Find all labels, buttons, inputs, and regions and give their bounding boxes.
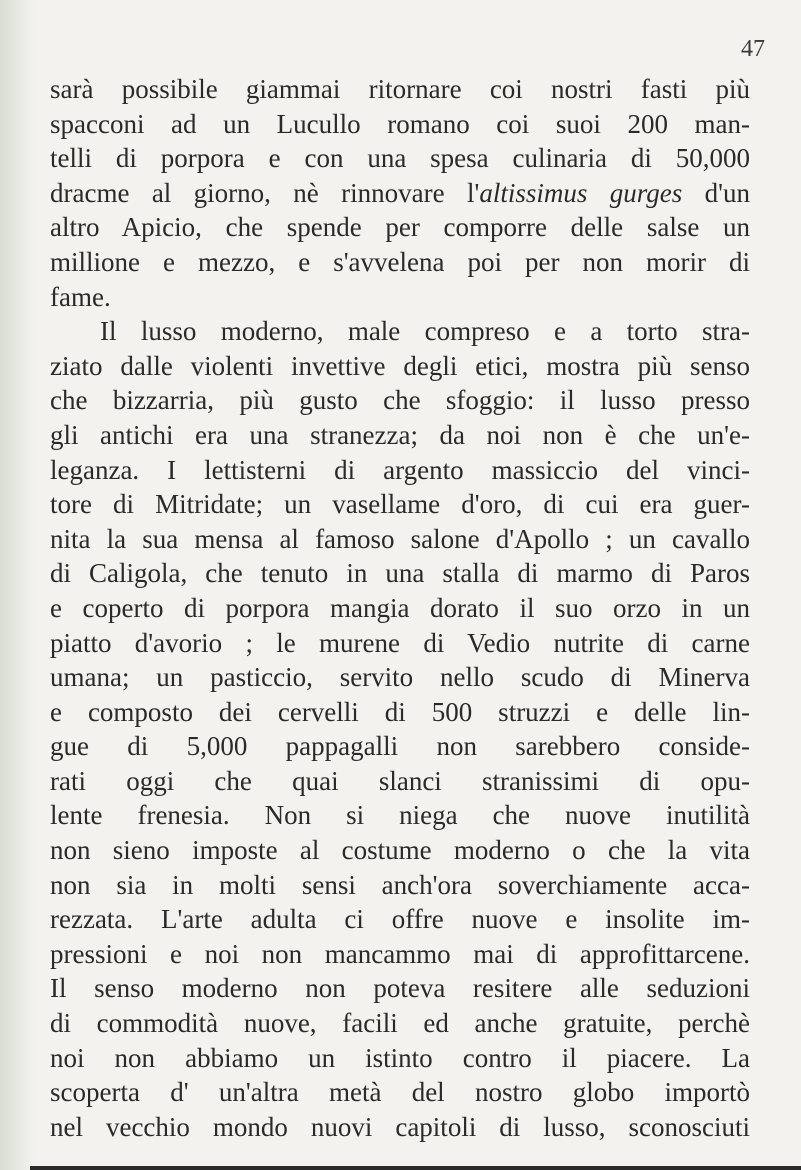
body-text: [50, 72, 750, 1144]
text-line: gli antichi era una stranezza; da noi non è che un'e-: [50, 419, 750, 450]
text-line: lente frenesia. Non si niega che nuove inutilità: [50, 800, 750, 831]
text-line: che bizzarria, più gusto che sfoggio: il lusso presso: [50, 385, 750, 416]
text-line: tore di Mitridate; un vasellame d'oro, di cui era guer-: [50, 489, 750, 520]
text-line: non sia in molti sensi anch'ora soverchiamente acca-: [50, 869, 750, 900]
text-line: piatto d'avorio ; le murene di Vedio nutrite di carne: [50, 627, 750, 658]
text-line: noi non abbiamo un istinto contro il piacere. La: [50, 1042, 750, 1073]
text-line: altro Apicio, che spende per comporre delle salse un: [50, 212, 750, 243]
text-line: non sieno imposte al costume moderno o che la vita: [50, 835, 750, 866]
text-line: Il senso moderno non poteva resitere alle seduzioni: [50, 973, 750, 1004]
text-line: sarà possibile giammai ritornare coi nostri fasti più: [50, 74, 750, 104]
text-line: dracme al giorno, nè rinnovare l'altissimus gurges d'un: [50, 177, 750, 208]
text-line: fame.: [50, 281, 111, 312]
text-line: pressioni e noi non mancammo mai di approfittarcene.: [50, 938, 750, 969]
text-line: scoperta d' un'altra metà del nostro globo importò: [50, 1077, 750, 1108]
text-line: rezzata. L'arte adulta ci offre nuove e insolite im-: [50, 904, 750, 935]
text-line: Il lusso moderno, male compreso e a torto stra-: [100, 316, 750, 347]
text-line: di commodità nuove, facili ed anche gratuite, perchè: [50, 1008, 750, 1039]
text-line: di Caligola, che tenuto in una stalla di marmo di Paros: [50, 558, 750, 589]
bottom-rule: [30, 1166, 801, 1170]
text-line: e coperto di porpora mangia dorato il suo orzo in un: [50, 592, 750, 623]
text-line: nita la sua mensa al famoso salone d'Apollo ; un cavallo: [50, 523, 750, 554]
text-line: nel vecchio mondo nuovi capitoli di lusso, sconosciuti: [50, 1111, 750, 1142]
text-line: gue di 5,000 pappagalli non sarebbero conside-: [50, 731, 750, 762]
text-line: leganza. I lettisterni di argento massiccio del vinci-: [50, 454, 750, 485]
text-line: spacconi ad un Lucullo romano coi suoi 200 man-: [50, 108, 750, 139]
binding-gutter-shadow: [0, 0, 34, 1170]
page-number: 47: [741, 36, 765, 62]
text-line: rati oggi che quai slanci stranissimi di opu-: [50, 765, 750, 796]
text-line: e composto dei cervelli di 500 struzzi e delle lin-: [50, 696, 750, 727]
text-line: umana; un pasticcio, servito nello scudo di Minerva: [50, 662, 750, 693]
text-line: millione e mezzo, e s'avvelena poi per non morir di: [50, 246, 750, 277]
text-line: telli di porpora e con una spesa culinaria di 50,000: [50, 143, 750, 174]
text-line: ziato dalle violenti invettive degli etici, mostra più senso: [50, 350, 750, 381]
latin-phrase: altissimus gurges: [479, 177, 683, 208]
